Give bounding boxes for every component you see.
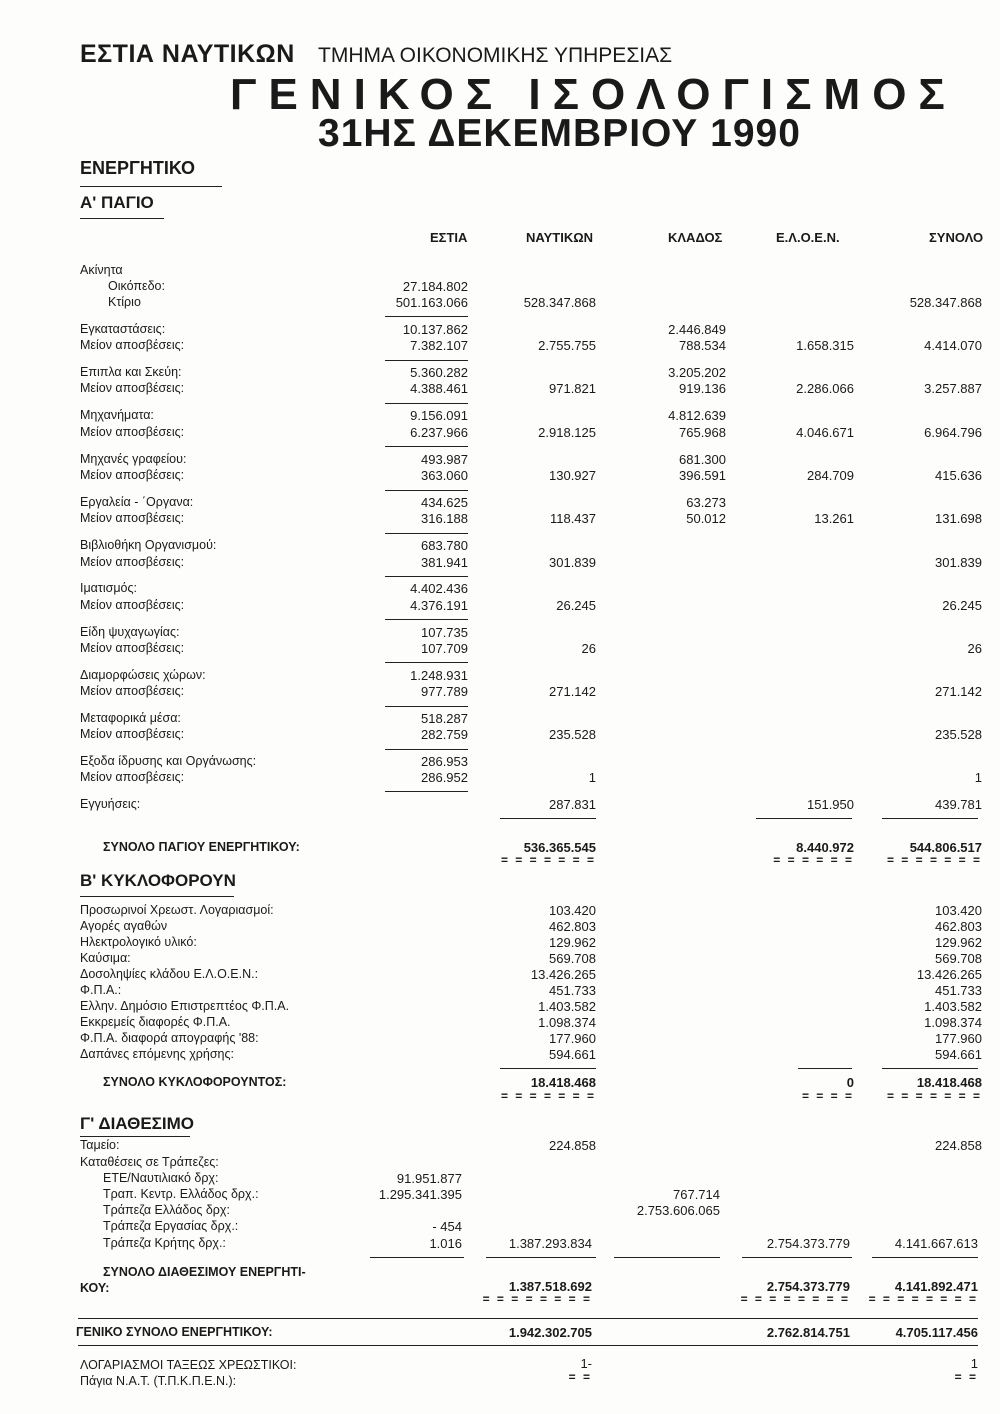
cell-estia: 10.137.862: [402, 322, 468, 337]
cell-klados: 4.812.639: [668, 408, 726, 423]
rule: [614, 1257, 720, 1258]
rule: [742, 1257, 852, 1258]
row-label: Ελλην. Δημόσιο Επιστρεπτέος Φ.Π.Α.: [80, 999, 290, 1013]
row-label: Μηχανές γραφείου:: [80, 452, 187, 466]
fixed-total-eloen: 8.440.972: [796, 840, 854, 855]
cell-eloen: 284.709: [807, 468, 854, 483]
rule: [385, 490, 468, 491]
row-label: Δαπάνες επόμενης χρήσης:: [80, 1047, 234, 1061]
row-label: Μείον αποσβέσεις:: [80, 598, 185, 612]
rule: [756, 818, 852, 819]
cell-estia: 1.016: [429, 1236, 462, 1251]
cell-naftikon: 287.831: [549, 797, 596, 812]
cell-klados: 2.446.849: [668, 322, 726, 337]
cell-naftikon: 2.755.755: [538, 338, 596, 353]
cell-synolo: 1: [974, 770, 982, 785]
rule: [486, 1257, 596, 1258]
memo-naftikon: 1-: [580, 1356, 592, 1371]
cell-eloen: 2.286.066: [796, 381, 854, 396]
cell-klados: 396.591: [679, 468, 726, 483]
rule: [370, 1257, 464, 1258]
cell-estia: 1.295.341.395: [378, 1187, 462, 1202]
cell-synolo: 4.414.070: [924, 338, 982, 353]
row-label: Εξοδα ίδρυσης και Οργάνωσης:: [80, 754, 257, 768]
cell-naftikon: 235.528: [549, 727, 596, 742]
cell-naftikon: 1: [588, 770, 596, 785]
cell-estia: 286.952: [421, 770, 468, 785]
row-label: Προσωρινοί Χρεωστ. Λογαριασμοί:: [80, 903, 274, 917]
cell-naftikon: 2.918.125: [538, 425, 596, 440]
rule: [500, 1068, 596, 1069]
cell-eloen: 2.754.373.779: [766, 1236, 850, 1251]
cell-synolo: 301.839: [935, 555, 982, 570]
rule: [385, 360, 468, 361]
cell-synolo: 1.403.582: [924, 999, 982, 1014]
row-label: Μείον αποσβέσεις:: [80, 381, 185, 395]
rule: [385, 619, 468, 620]
row-label: Τραπ. Κεντρ. Ελλάδος δρχ.:: [103, 1187, 259, 1201]
column-header-estia: ΕΣΤΙΑ: [430, 230, 468, 245]
row-label: Τράπεζα Εργασίας δρχ.:: [103, 1219, 239, 1233]
cell-estia: 683.780: [421, 538, 468, 553]
cell-naftikon: 118.437: [549, 511, 596, 526]
cell-naftikon: 1.387.293.834: [508, 1236, 592, 1251]
cell-klados: 788.534: [679, 338, 726, 353]
double-underline: = = = = = = = =: [482, 1292, 592, 1306]
cash-total-naftikon: 1.387.518.692: [508, 1279, 592, 1294]
column-header-eloen: Ε.Λ.Ο.Ε.Ν.: [776, 230, 840, 245]
double-underline: = = = = = = = =: [868, 1292, 978, 1306]
cell-synolo: 271.142: [935, 684, 982, 699]
cell-naftikon: 224.858: [549, 1138, 596, 1153]
rule: [385, 706, 468, 707]
section-current-assets: Β' ΚΥΚΛΟΦΟΡΟΥΝ: [80, 871, 236, 890]
cash-total-eloen: 2.754.373.779: [766, 1279, 850, 1294]
grand-total-eloen: 2.762.814.751: [766, 1325, 850, 1340]
rule: [385, 791, 468, 792]
row-label: Εγκαταστάσεις:: [80, 322, 166, 336]
cell-estia: 286.953: [421, 754, 468, 769]
cell-eloen: 4.046.671: [796, 425, 854, 440]
cell-synolo: 1.098.374: [924, 1015, 982, 1030]
row-label: Μηχανήματα:: [80, 408, 154, 422]
row-label: Τράπεζα Κρήτης δρχ.:: [103, 1236, 226, 1250]
rule: [385, 533, 468, 534]
department-name: ΤΜΗΜΑ ΟΙΚΟΝΟΜΙΚΗΣ ΥΠΗΡΕΣΙΑΣ: [318, 44, 673, 67]
cell-synolo: 439.781: [935, 797, 982, 812]
cell-synolo: 528.347.868: [909, 295, 982, 310]
rule: [500, 818, 596, 819]
cell-estia: 282.759: [421, 727, 468, 742]
double-underline: = = = = = = = =: [740, 1292, 850, 1306]
cell-estia: 1.248.931: [410, 668, 468, 683]
double-underline: = = = = = =: [773, 853, 854, 867]
divider: [80, 896, 234, 897]
cell-estia: 4.376.191: [410, 598, 468, 613]
cell-synolo: 13.426.265: [916, 967, 982, 982]
cell-naftikon: 594.661: [549, 1047, 596, 1062]
row-label: Μείον αποσβέσεις:: [80, 684, 185, 698]
cell-naftikon: 26.245: [556, 598, 596, 613]
cell-estia: 27.184.802: [402, 279, 468, 294]
row-label: Βιβλιοθήκη Οργανισμού:: [80, 538, 217, 552]
cell-eloen: 1.658.315: [796, 338, 854, 353]
cell-naftikon: 301.839: [549, 555, 596, 570]
cell-synolo: 569.708: [935, 951, 982, 966]
double-underline: = =: [954, 1370, 978, 1384]
cell-estia: 434.625: [421, 495, 468, 510]
cell-naftikon: 130.927: [549, 468, 596, 483]
cell-naftikon: 528.347.868: [523, 295, 596, 310]
rule: [882, 1068, 978, 1069]
rule: [78, 1318, 978, 1319]
rule: [385, 403, 468, 404]
current-total-eloen: 0: [846, 1075, 854, 1090]
cell-naftikon: 971.821: [549, 381, 596, 396]
cell-klados: 767.714: [673, 1187, 720, 1202]
row-label: Τράπεζα Ελλάδος δρχ:: [103, 1203, 230, 1217]
section-fixed-assets: Α' ΠΑΓΙΟ: [80, 193, 154, 212]
cell-klados: 50.012: [686, 511, 726, 526]
cell-naftikon: 1.098.374: [538, 1015, 596, 1030]
cell-estia: 363.060: [421, 468, 468, 483]
cell-synolo: 415.636: [935, 468, 982, 483]
section-available-funds: Γ' ΔΙΑΘΕΣΙΜΟ: [80, 1114, 194, 1133]
cell-estia: 518.287: [421, 711, 468, 726]
cash-total-label-cont: ΚΟΥ:: [80, 1281, 110, 1295]
memo-sublabel: Πάγια Ν.Α.Τ. (Τ.Π.Κ.Π.Ε.Ν.):: [80, 1374, 237, 1388]
divider: [80, 186, 222, 187]
cell-estia: 7.382.107: [410, 338, 468, 353]
cell-synolo: 177.960: [935, 1031, 982, 1046]
cell-estia: 316.188: [421, 511, 468, 526]
rule: [385, 316, 468, 317]
cell-estia: 91.951.877: [396, 1171, 462, 1186]
divider: [80, 1136, 190, 1137]
current-total-synolo: 18.418.468: [916, 1075, 982, 1090]
cell-estia: 977.789: [421, 684, 468, 699]
grand-total-naftikon: 1.942.302.705: [508, 1325, 592, 1340]
row-label: Καύσιμα:: [80, 951, 131, 965]
cell-synolo: 235.528: [935, 727, 982, 742]
memo-synolo: 1: [970, 1356, 978, 1371]
row-label: Οικόπεδο:: [108, 279, 165, 293]
double-underline: = = = = = = =: [500, 853, 596, 867]
cell-klados: 63.273: [686, 495, 726, 510]
cell-naftikon: 451.733: [549, 983, 596, 998]
row-label: Μείον αποσβέσεις:: [80, 727, 185, 741]
cell-estia: 5.360.282: [410, 365, 468, 380]
cell-synolo: 224.858: [935, 1138, 982, 1153]
cell-klados: 681.300: [679, 452, 726, 467]
cell-estia: 9.156.091: [410, 408, 468, 423]
cell-naftikon: 1.403.582: [538, 999, 596, 1014]
cell-klados: 919.136: [679, 381, 726, 396]
double-underline: = =: [568, 1370, 592, 1384]
row-label: Διαμορφώσεις χώρων:: [80, 668, 206, 682]
cell-eloen: 151.950: [807, 797, 854, 812]
cell-estia: 107.709: [421, 641, 468, 656]
divider: [80, 218, 164, 219]
cell-estia: 4.402.436: [410, 581, 468, 596]
column-header-klados: ΚΛΑΔΟΣ: [668, 230, 723, 245]
cash-total-synolo: 4.141.892.471: [894, 1279, 978, 1294]
current-total-label: ΣΥΝΟΛΟ ΚΥΚΛΟΦΟΡΟΥΝΤΟΣ:: [103, 1075, 287, 1089]
rule: [385, 446, 468, 447]
cell-synolo: 129.962: [935, 935, 982, 950]
row-label: Είδη ψυχαγωγίας:: [80, 625, 180, 639]
column-header-synolo: ΣΥΝΟΛΟ: [929, 230, 984, 245]
row-label: Ιματισμός:: [80, 581, 137, 595]
cell-estia: 4.388.461: [410, 381, 468, 396]
cell-synolo: 594.661: [935, 1047, 982, 1062]
row-label: Εργαλεία - ΄Οργανα:: [80, 495, 194, 509]
row-label: Ταμείο:: [80, 1138, 120, 1152]
rule: [798, 1068, 852, 1069]
row-label: Δοσοληψίες κλάδου Ε.Λ.Ο.Ε.Ν.:: [80, 967, 259, 981]
row-label: Μεταφορικά μέσα:: [80, 711, 181, 725]
row-label: Εκκρεμείς διαφορές Φ.Π.Α.: [80, 1015, 231, 1029]
row-label: Μείον αποσβέσεις:: [80, 555, 185, 569]
cell-eloen: 13.261: [814, 511, 854, 526]
cell-estia: 107.735: [421, 625, 468, 640]
cell-synolo: 3.257.887: [924, 381, 982, 396]
cell-synolo: 6.964.796: [924, 425, 982, 440]
rule: [872, 1257, 978, 1258]
row-label: Αγορές αγαθών: [80, 919, 168, 933]
cell-synolo: 4.141.667.613: [894, 1236, 978, 1251]
row-label: ΕΤΕ/Ναυτιλιακό δρχ:: [103, 1171, 219, 1185]
row-label: Επιπλα και Σκεύη:: [80, 365, 182, 379]
document-date: 31ΗΣ ΔΕΚΕΜΒΡΙΟΥ 1990: [318, 112, 801, 155]
cell-estia: 381.941: [421, 555, 468, 570]
double-underline: = = = = = = =: [500, 1089, 596, 1103]
rule: [882, 818, 978, 819]
fixed-total-label: ΣΥΝΟΛΟ ΠΑΓΙΟΥ ΕΝΕΡΓΗΤΙΚΟΥ:: [103, 840, 300, 854]
cell-synolo: 103.420: [935, 903, 982, 918]
fixed-total-synolo: 544.806.517: [909, 840, 982, 855]
cell-estia: - 454: [432, 1219, 462, 1234]
cell-naftikon: 177.960: [549, 1031, 596, 1046]
document-title: ΓΕΝΙΚΟΣ ΙΣΟΛΟΓΙΣΜΟΣ: [230, 70, 957, 119]
row-label: Καταθέσεις σε Τράπεζες:: [80, 1155, 219, 1169]
rule: [78, 1345, 978, 1346]
row-label: Φ.Π.Α. διαφορά απογραφής '88:: [80, 1031, 259, 1045]
row-label: Μείον αποσβέσεις:: [80, 511, 185, 525]
grand-total-label: ΓΕΝΙΚΟ ΣΥΝΟΛΟ ΕΝΕΡΓΗΤΙΚΟΥ:: [76, 1325, 273, 1339]
cell-naftikon: 129.962: [549, 935, 596, 950]
cell-synolo: 462.803: [935, 919, 982, 934]
row-label: Μείον αποσβέσεις:: [80, 338, 185, 352]
cell-naftikon: 26: [581, 641, 596, 656]
rule: [385, 576, 468, 577]
cell-naftikon: 271.142: [549, 684, 596, 699]
grand-total-synolo: 4.705.117.456: [895, 1325, 978, 1340]
cell-synolo: 451.733: [935, 983, 982, 998]
cell-estia: 6.237.966: [410, 425, 468, 440]
row-label: Μείον αποσβέσεις:: [80, 770, 185, 784]
row-label: Φ.Π.Α.:: [80, 983, 122, 997]
row-label: Κτίριο: [108, 295, 141, 309]
cell-naftikon: 569.708: [549, 951, 596, 966]
section-assets: ΕΝΕΡΓΗΤΙΚΟ: [80, 158, 196, 178]
cell-klados: 765.968: [679, 425, 726, 440]
cell-klados: 2.753.606.065: [636, 1203, 720, 1218]
cell-estia: 501.163.066: [395, 295, 468, 310]
row-label: Ηλεκτρολογικό υλικό:: [80, 935, 197, 949]
rule: [385, 662, 468, 663]
column-header-naftikon: ΝΑΥΤΙΚΩΝ: [526, 230, 594, 245]
cell-naftikon: 462.803: [549, 919, 596, 934]
cash-total-label: ΣΥΝΟΛΟ ΔΙΑΘΕΣΙΜΟΥ ΕΝΕΡΓΗΤΙ-: [103, 1265, 306, 1279]
memo-label: ΛΟΓΑΡΙΑΣΜΟΙ ΤΑΞΕΩΣ ΧΡΕΩΣΤΙΚΟΙ:: [80, 1358, 297, 1372]
row-label: Μείον αποσβέσεις:: [80, 468, 185, 482]
rule: [385, 749, 468, 750]
cell-estia: 493.987: [421, 452, 468, 467]
row-label: Μείον αποσβέσεις:: [80, 425, 185, 439]
cell-klados: 3.205.202: [668, 365, 726, 380]
cell-synolo: 131.698: [935, 511, 982, 526]
cell-naftikon: 103.420: [549, 903, 596, 918]
fixed-total-naftikon: 536.365.545: [523, 840, 596, 855]
cell-naftikon: 13.426.265: [530, 967, 596, 982]
row-label: Μείον αποσβέσεις:: [80, 641, 185, 655]
cell-synolo: 26: [967, 641, 982, 656]
organization-name: ΕΣΤΙΑ ΝΑΥΤΙΚΩΝ: [80, 40, 295, 68]
double-underline: = = = = = = =: [886, 1089, 982, 1103]
cell-synolo: 26.245: [942, 598, 982, 613]
double-underline: = = = =: [801, 1089, 854, 1103]
row-label: Εγγυήσεις:: [80, 797, 141, 811]
double-underline: = = = = = = =: [886, 853, 982, 867]
current-total-naftikon: 18.418.468: [530, 1075, 596, 1090]
row-label: Ακίνητα: [80, 263, 123, 277]
